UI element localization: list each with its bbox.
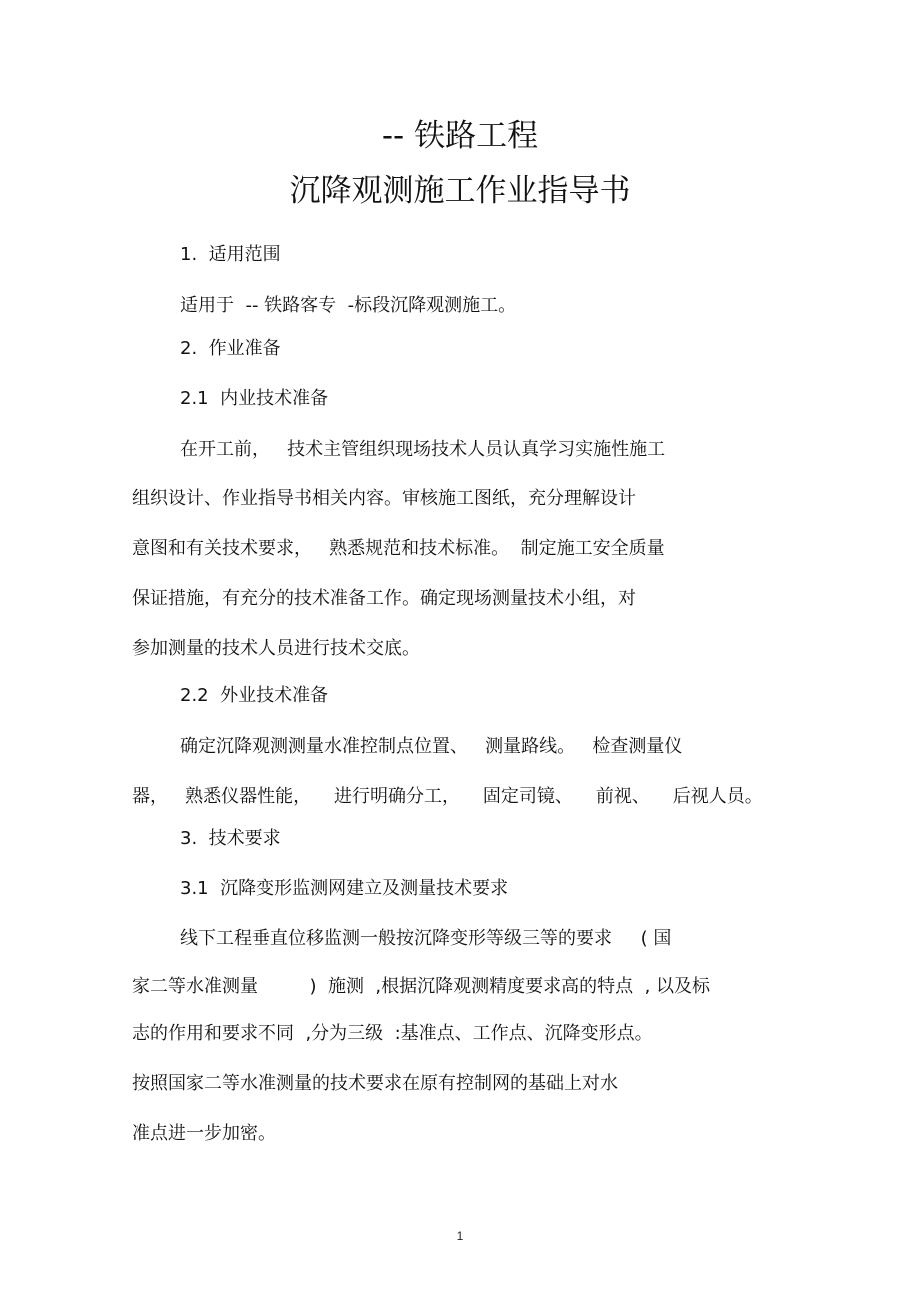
section-heading-3: 3. 技术要求 bbox=[180, 828, 281, 849]
body-line: 参加测量的技术人员进行技术交底。 bbox=[132, 638, 420, 659]
body-line: 志的作用和要求不同 ,分为三级 :基准点、工作点、沉降变形点。 bbox=[132, 1023, 653, 1044]
document-title-line-1: -- 铁路工程 bbox=[381, 118, 539, 154]
subsection-heading-3-1: 3.1 沉降变形监测网建立及测量技术要求 bbox=[180, 878, 509, 899]
subsection-heading-2-1: 2.1 内业技术准备 bbox=[180, 388, 329, 409]
body-line: 确定沉降观测测量水准控制点位置、 测量路线。 检查测量仪 bbox=[180, 736, 683, 757]
body-line: 保证措施，有充分的技术准备工作。确定现场测量技术小组，对 bbox=[132, 588, 636, 609]
body-line: 准点进一步加密。 bbox=[132, 1123, 276, 1144]
page-number: 1 bbox=[456, 1229, 464, 1243]
body-line: 按照国家二等水准测量的技术要求在原有控制网的基础上对水 bbox=[132, 1073, 618, 1094]
document-title-line-2: 沉降观测施工作业指导书 bbox=[289, 173, 631, 209]
body-line: 适用于 -- 铁路客专 -标段沉降观测施工。 bbox=[180, 295, 517, 316]
section-heading-2: 2. 作业准备 bbox=[180, 338, 281, 359]
section-heading-1: 1. 适用范围 bbox=[180, 244, 281, 265]
body-line: 意图和有关技术要求， 熟悉规范和技术标准。 制定施工安全质量 bbox=[132, 538, 665, 559]
body-line: 家二等水准测量 ) 施测 ,根据沉降观测精度要求高的特点 , 以及标 bbox=[132, 976, 711, 997]
body-line: 器， 熟悉仪器性能， 进行明确分工， 固定司镜、 前视、 后视人员。 bbox=[132, 786, 763, 807]
subsection-heading-2-2: 2.2 外业技术准备 bbox=[180, 685, 329, 706]
body-line: 组织设计、作业指导书相关内容。审核施工图纸，充分理解设计 bbox=[132, 488, 636, 509]
body-line: 在开工前， 技术主管组织现场技术人员认真学习实施性施工 bbox=[180, 439, 666, 460]
body-line: 线下工程垂直位移监测一般按沉降变形等级三等的要求 ( 国 bbox=[180, 928, 672, 949]
